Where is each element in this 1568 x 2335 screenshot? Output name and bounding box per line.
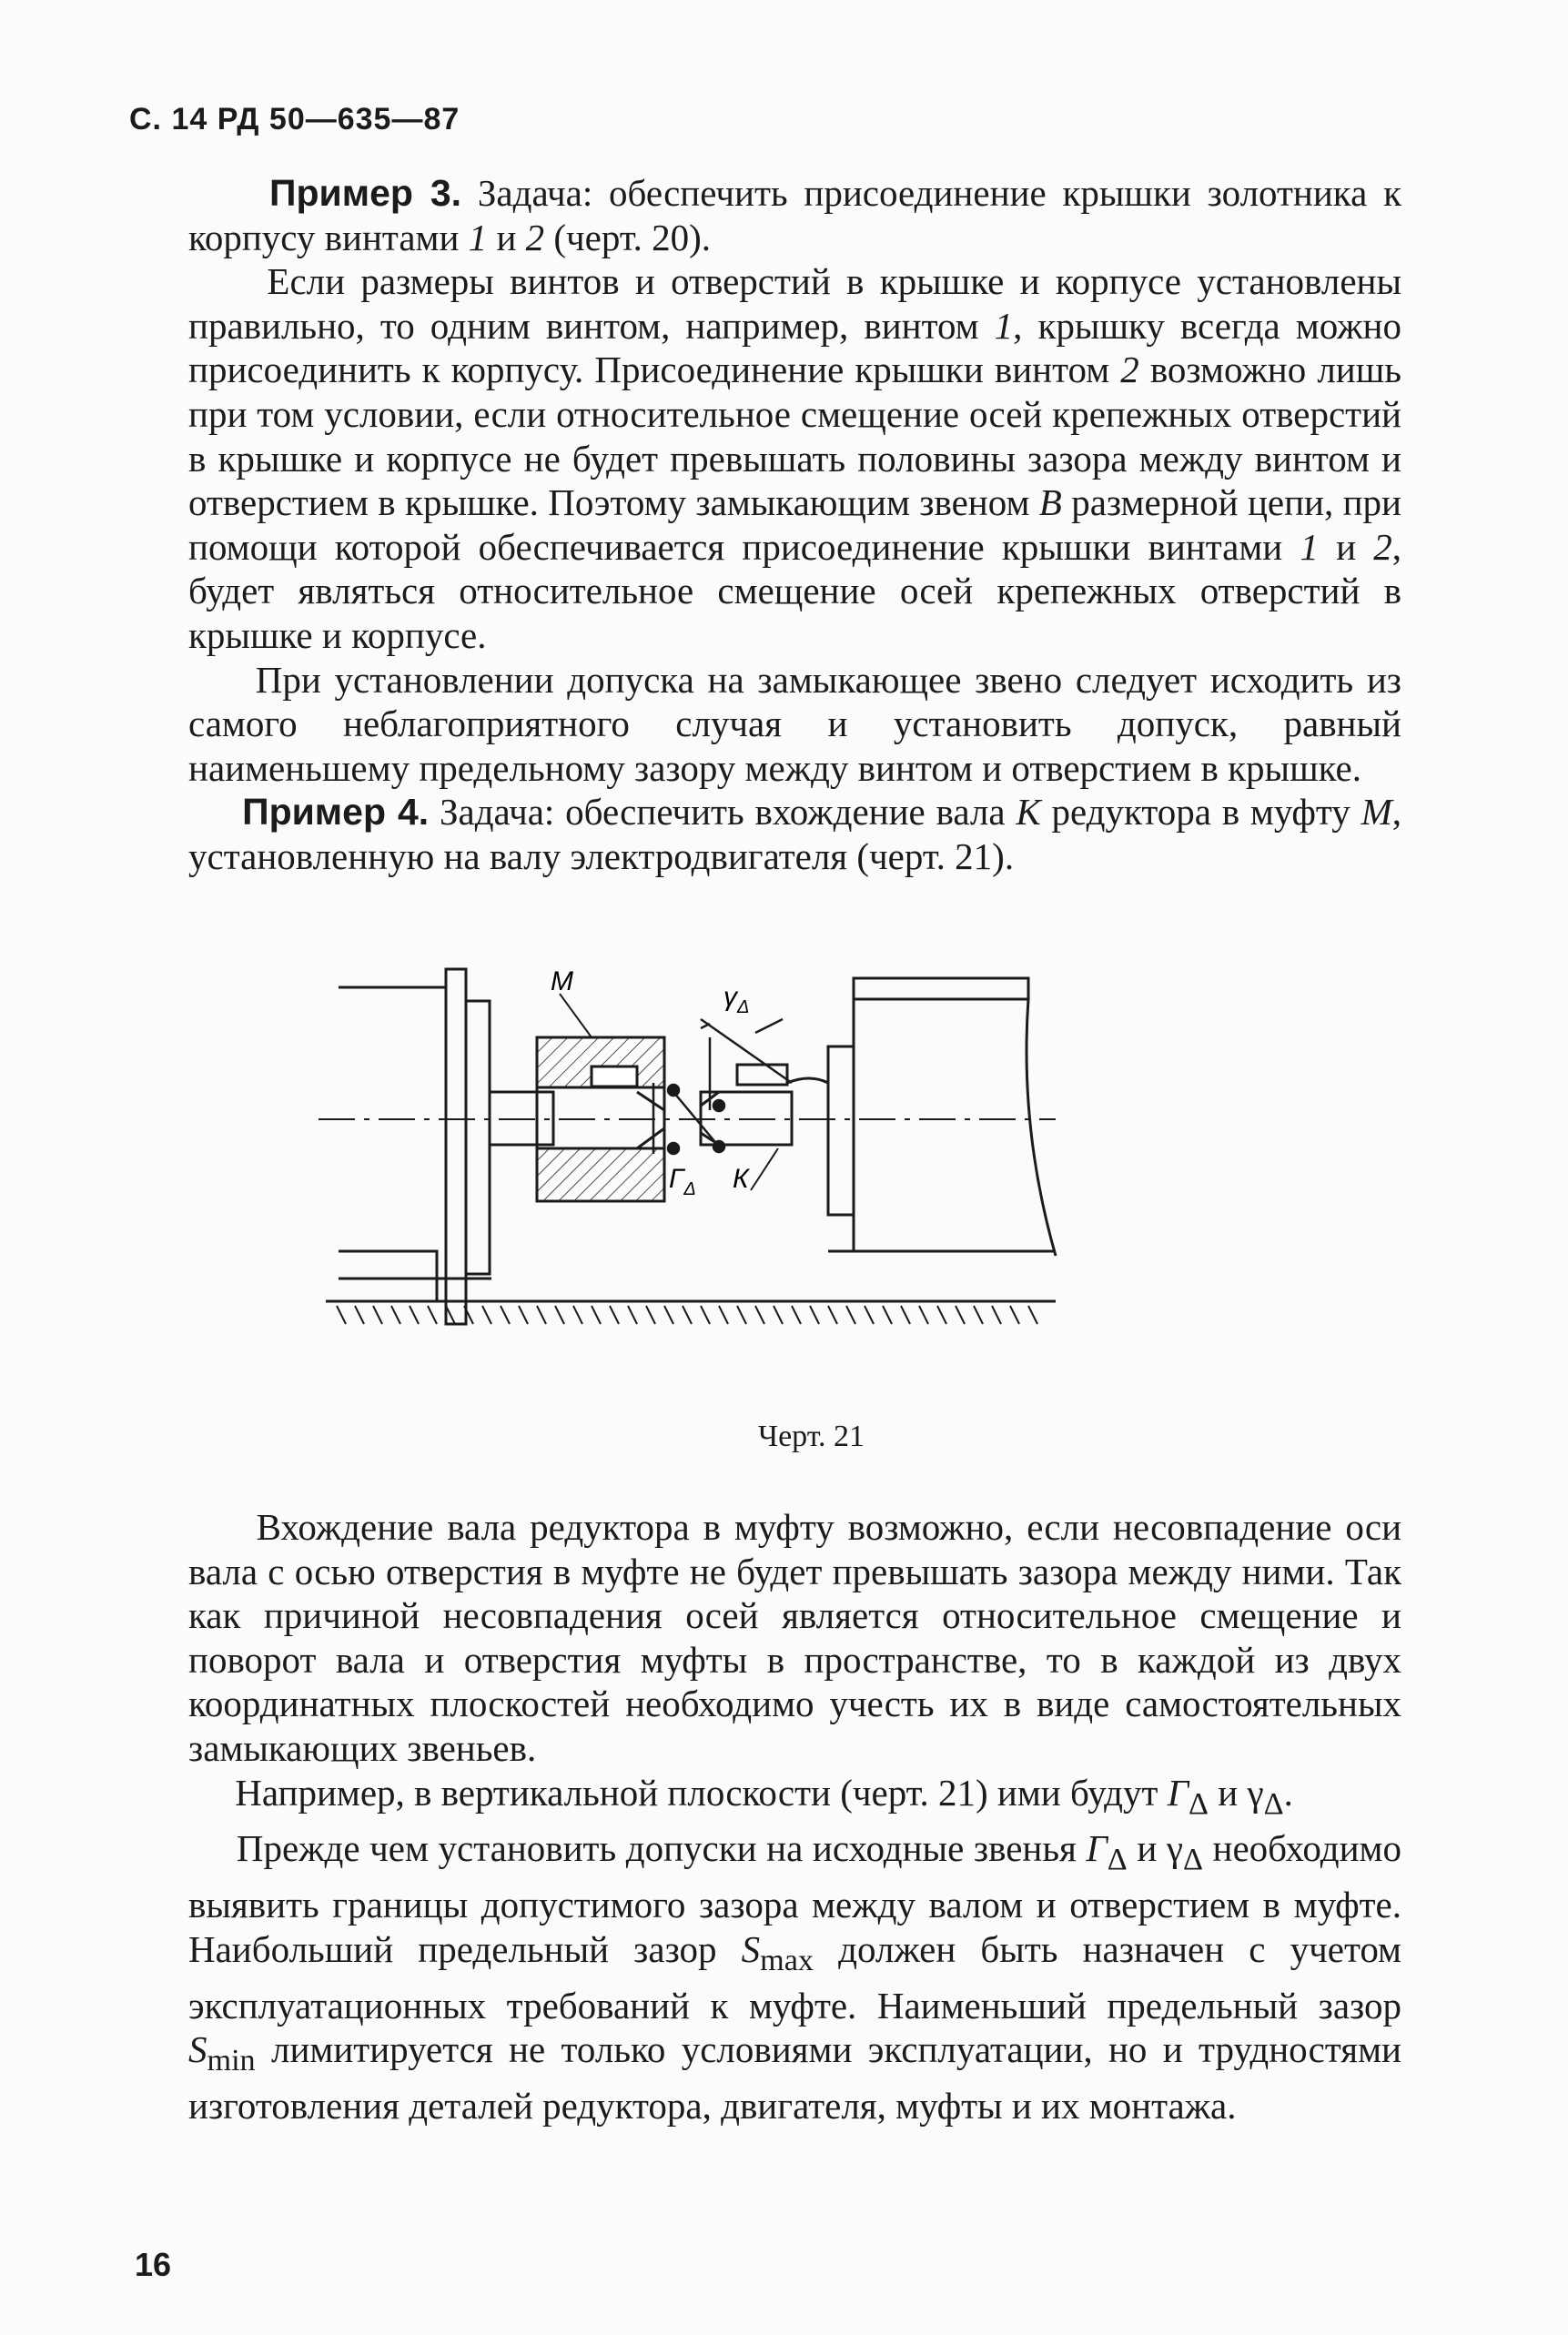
paragraph-example3-body xyxy=(188,259,1401,657)
label-gamma: $\gamma_\Delta$ xyxy=(723,982,750,1017)
screw-1-ref: 1 xyxy=(1300,525,1319,568)
motor-body xyxy=(339,987,446,1301)
text-span: редуктора в муфту xyxy=(1040,791,1361,834)
reducer-top xyxy=(854,978,1028,999)
drawing-21-svg xyxy=(319,946,1247,1374)
paragraph-example4 xyxy=(188,790,1401,878)
screw-2-ref: 2 xyxy=(525,216,545,258)
coupling-M-ref: М xyxy=(1361,791,1392,834)
text-span: Например, в вертикальной плоскости (черт. 21) ими будут xyxy=(235,1771,1168,1814)
key-left xyxy=(592,1066,637,1087)
paragraph-vertical-plane xyxy=(188,1771,1401,1827)
coupling-bottom xyxy=(537,1148,664,1201)
text-span: , установленную на валу электродвигателя (черт. 21). xyxy=(188,791,1402,877)
screw-2-ref: 2 xyxy=(1373,525,1392,568)
text-span: необходимо выявить границы допустимого зазора между валом и отверстием в муфте. Наибольший предельный зазор xyxy=(188,1827,1401,1970)
text-span: . xyxy=(1283,1771,1293,1814)
conj: и xyxy=(1209,1771,1248,1814)
text-span: , крышку всегда можно присоединить к корпусу. Присоединение крышки винтом xyxy=(188,304,1401,391)
text-span: , будет являться относительное смещение осей крепежных отверстий в крышке и корпусе. xyxy=(188,525,1401,656)
label-M: М xyxy=(551,966,573,996)
symbol-S: S xyxy=(741,1927,761,1970)
page-header: С. 14 РД 50—635—87 xyxy=(129,102,460,136)
conj: и xyxy=(1318,525,1374,568)
example3-lead: Пример 3. xyxy=(269,172,462,214)
paragraph-entry-condition xyxy=(188,1505,1401,1771)
example3-task: Задача: обеспечить присоединение крышки золотника к корпусу винтами xyxy=(188,172,1402,258)
text-span: Если размеры винтов и отверстий в крышке и корпусе установлены правильно, то одним винтом, например, винтом xyxy=(188,260,1402,347)
label-G: $Г_\Delta$ xyxy=(669,1164,696,1199)
drawing-21 xyxy=(319,946,1247,1374)
text-span: лимитируется не только условиями эксплуатации, но и трудностями изготовления деталей редуктора, двигателя, муфты и их монтажа. xyxy=(188,2028,1401,2127)
symbol-G: Г xyxy=(1167,1771,1189,1814)
page-number: 16 xyxy=(135,2246,172,2283)
drawing-ref: (черт. 20). xyxy=(544,216,712,258)
subscript-min: min xyxy=(207,2044,256,2078)
subscript-delta: Δ xyxy=(1107,1843,1128,1877)
conj: и xyxy=(1127,1827,1167,1870)
text-span: Прежде чем установить допуски на исходные звенья xyxy=(236,1827,1087,1870)
text-span: Вхождение вала редуктора в муфту возможно, если несовпадение оси вала с осью отверстия в муфте не будет превышать зазора между ними. Так как причиной несовпадения осей является относительное смещение и поворот вала и отверстия муфты в пространстве, то в каждой из двух координатных плоскостей необходимо учесть их в виде самостоятельных замыкающих звеньев. xyxy=(188,1506,1402,1769)
subscript-delta: Δ xyxy=(1183,1843,1203,1877)
screw-1-ref: 1 xyxy=(468,216,488,258)
label-K: К xyxy=(733,1164,749,1194)
drawing-caption: Черт. 21 xyxy=(757,1420,865,1453)
ground-hatch xyxy=(337,1306,1037,1324)
text-span: При установлении допуска на замыкающее звено следует исходить из самого неблагоприятного случая и установить допуск, равный наименьшему предельному зазору между винтом и отверстием в крышке. xyxy=(188,658,1401,789)
text-span: Задача: обеспечить вхождение вала xyxy=(429,791,1017,834)
symbol-gamma: γ xyxy=(1166,1827,1183,1870)
text-block-top xyxy=(188,171,1401,879)
symbol-G: Г xyxy=(1086,1827,1108,1870)
text-span: должен быть назначен с учетом эксплуатационных требований к муфте. Наименьший предельный зазор xyxy=(188,1927,1401,2027)
motor-flange-inner xyxy=(466,1001,490,1274)
text-block-bottom xyxy=(188,1505,1401,2128)
example4-lead: Пример 4. xyxy=(242,791,430,834)
conj: и xyxy=(487,216,526,258)
text-span: размерной цепи, при помощи которой обеспечивается присоединение крышки винтами xyxy=(188,481,1401,568)
subscript-max: max xyxy=(760,1943,814,1977)
symbol-S: S xyxy=(188,2028,207,2071)
text-span: возможно лишь при том условии, если относительное смещение осей крепежных отверстий в крышке и корпусе не будет превышать половины зазора между винтом и отверстием в крышке. Поэтому замыкающим звеном xyxy=(188,349,1401,524)
reducer-body xyxy=(854,999,1056,1256)
subscript-delta: Δ xyxy=(1263,1786,1284,1821)
screw-1-ref: 1 xyxy=(994,304,1014,347)
screw-2-ref: 2 xyxy=(1120,349,1139,391)
subscript-delta: Δ xyxy=(1189,1786,1209,1821)
paragraph-tolerances xyxy=(188,1826,1401,2128)
paragraph-example3 xyxy=(188,171,1401,259)
link-B: В xyxy=(1038,481,1062,524)
reducer-flange xyxy=(828,1046,854,1215)
motor-flange xyxy=(446,969,466,1324)
paragraph-tolerance xyxy=(188,658,1401,791)
symbol-gamma: γ xyxy=(1247,1771,1264,1814)
shaft-K-ref: К xyxy=(1016,791,1041,834)
